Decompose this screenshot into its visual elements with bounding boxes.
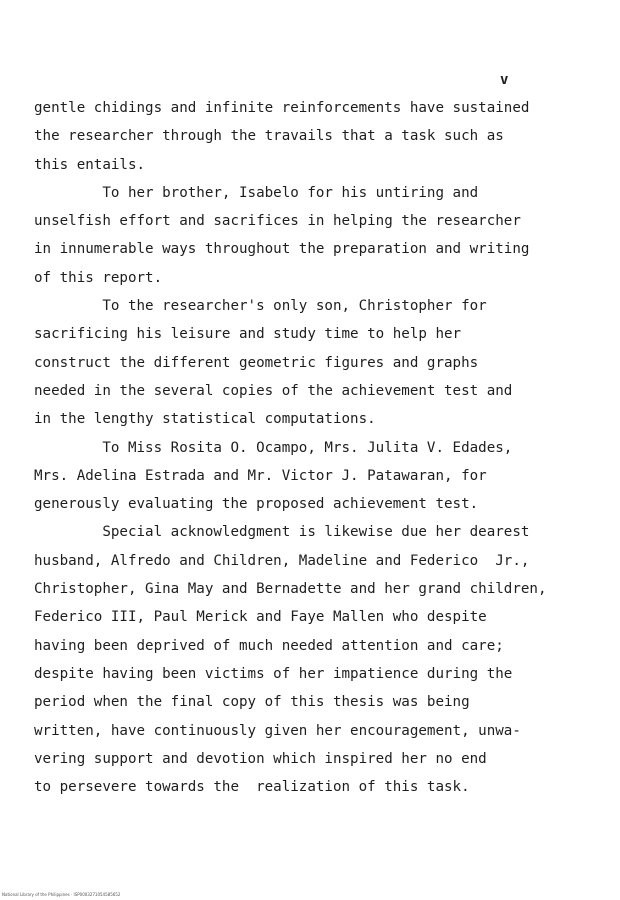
text-line: To her brother, Isabelo for his untiring and (34, 184, 479, 201)
text-line: generously evaluating the proposed achievement test. (34, 496, 479, 513)
text-line: Federico III, Paul Merick and Faye Mallen who despite (34, 609, 487, 626)
scan-footer: National Library of the Philippines · ISP0003271054585652 (2, 892, 121, 897)
text-line: despite having been victims of her impatience during the (34, 665, 513, 682)
text-line: written, have continuously given her encouragement, unwa- (34, 722, 521, 739)
text-line: period when the final copy of this thesis was being (34, 694, 470, 711)
text-line: husband, Alfredo and Children, Madeline and Federico Jr., (34, 552, 530, 569)
text-line: gentle chidings and infinite reinforcements have sustained (34, 100, 530, 116)
text-line: needed in the several copies of the achievement test and (34, 382, 513, 399)
text-line: having been deprived of much needed attention and care; (34, 637, 504, 654)
text-line: To Miss Rosita O. Ocampo, Mrs. Julita V. Edades, (34, 439, 513, 456)
acknowledgment-body (34, 94, 604, 801)
text-line: Special acknowledgment is likewise due her dearest (34, 524, 530, 541)
text-line: construct the different geometric figures and graphs (34, 354, 479, 371)
text-line: sacrificing his leisure and study time to help her (34, 326, 462, 343)
text-line: unselfish effort and sacrifices in helping the researcher (34, 213, 521, 230)
text-line: of this report. (34, 269, 163, 286)
text-line: vering support and devotion which inspired her no end (34, 750, 487, 767)
text-line: To the researcher's only son, Christopher for (34, 298, 487, 315)
text-line: Mrs. Adelina Estrada and Mr. Victor J. Patawaran, for (34, 467, 487, 484)
text-line: this entails. (34, 156, 146, 173)
text-line: in the lengthy statistical computations. (34, 411, 376, 428)
text-line: to persevere towards the realization of this task. (34, 779, 470, 796)
text-line: in innumerable ways throughout the preparation and writing (34, 241, 530, 258)
text-line: Christopher, Gina May and Bernadette and her grand children, (34, 581, 547, 598)
text-line: the researcher through the travails that a task such as (34, 128, 504, 145)
page-number: v (500, 72, 509, 88)
